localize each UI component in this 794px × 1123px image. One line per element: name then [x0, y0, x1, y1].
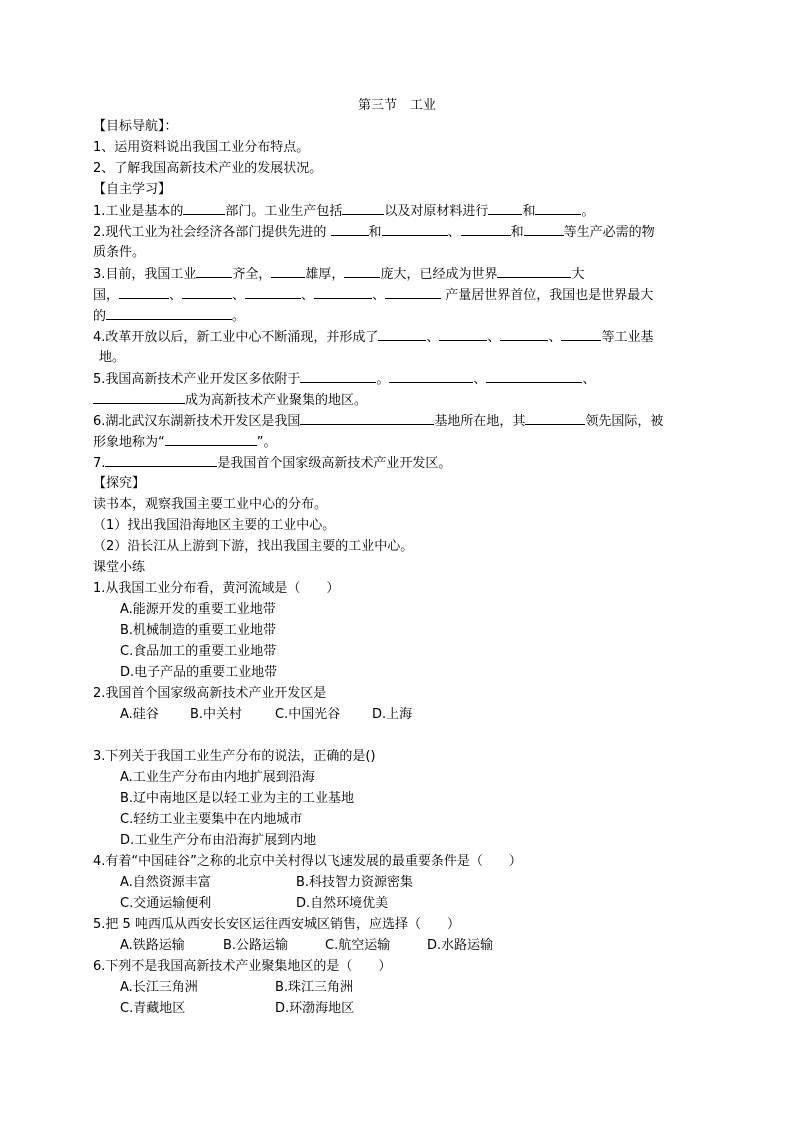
answer-option[interactable]: C.航空运输 [325, 938, 391, 953]
fill-blank[interactable] [525, 412, 585, 425]
study-question-7: 7. 是我国首个国家级高新技术产业开发区。 [93, 456, 452, 471]
explore-line: （2）沿长江从上游到下游，找出我国主要的工业中心。 [93, 539, 414, 554]
fill-blank[interactable] [300, 370, 376, 383]
practice-question-1: 1.从我国工业分布看，黄河流域是（ ） [93, 581, 340, 596]
goal-item: 1、运用资料说出我国工业分布特点。 [93, 140, 310, 155]
study-question-3: 3.目前，我国工业 齐全， 雄厚， 庞大，已经成为世界 大 [93, 267, 585, 282]
fill-blank[interactable] [389, 370, 473, 383]
answer-option-row [120, 706, 412, 723]
answer-option-row [120, 1000, 354, 1017]
fill-blank[interactable] [378, 328, 426, 341]
fill-blank[interactable] [385, 286, 441, 299]
answer-option[interactable]: C.食品加工的重要工业地带 [120, 644, 277, 659]
answer-option[interactable]: A.能源开发的重要工业地带 [120, 602, 276, 617]
answer-option-row [120, 979, 353, 996]
fill-blank[interactable] [382, 223, 448, 236]
fill-blank[interactable] [488, 202, 522, 215]
answer-option-row [120, 937, 493, 954]
practice-question-2: 2.我国首个国家级高新技术产业开发区是 [93, 686, 327, 701]
study-question-3-end: 的 。 [93, 309, 246, 324]
study-question-1: 1.工业是基本的 部门。工业生产包括 以及对原材料进行 和 。 [93, 204, 595, 219]
fill-blank[interactable] [314, 286, 372, 299]
fill-blank[interactable] [500, 328, 548, 341]
fill-blank[interactable] [486, 370, 582, 383]
fill-blank[interactable] [535, 202, 581, 215]
answer-option[interactable]: B.科技智力资源密集 [296, 875, 414, 890]
study-question-6-cont: 形象地称为“ ”。 [93, 435, 277, 450]
answer-option[interactable]: B.公路运输 [223, 938, 289, 953]
study-question-5-cont: 成为高新技术产业聚集的地区。 [93, 391, 367, 409]
answer-option[interactable]: D.工业生产分布由沿海扩展到内地 [120, 833, 317, 848]
study-heading: 【自主学习】 [93, 182, 172, 197]
fill-blank[interactable] [331, 223, 369, 236]
explore-line: 读书本，观察我国主要工业中心的分布。 [93, 497, 328, 512]
answer-option[interactable]: C.交通运输便利 [120, 896, 212, 911]
practice-question-3: 3.下列关于我国工业生产分布的说法，正确的是() [93, 749, 376, 764]
fill-blank[interactable] [93, 391, 185, 404]
study-question-4-cont: 地。 [99, 350, 126, 365]
answer-option[interactable]: B.中关村 [190, 707, 243, 722]
fill-blank[interactable] [183, 202, 225, 215]
answer-option[interactable]: B.机械制造的重要工业地带 [120, 623, 277, 638]
practice-question-5: 5.把 5 吨西瓜从西安长安区运往西安城区销售，应选择（ ） [93, 917, 460, 932]
practice-question-4: 4.有着“中国硅谷”之称的北京中关村得以飞速发展的最重要条件是（ ） [93, 854, 522, 869]
fill-blank[interactable] [245, 286, 301, 299]
practice-question-6: 6.下列不是我国高新技术产业聚集地区的是（ ） [93, 959, 392, 974]
answer-option[interactable]: B.珠江三角洲 [275, 980, 354, 995]
answer-option[interactable]: D.电子产品的重要工业地带 [120, 665, 278, 680]
fill-blank[interactable] [182, 286, 232, 299]
answer-option[interactable]: A.自然资源丰富 [120, 875, 211, 890]
practice-heading: 课堂小练 [93, 560, 146, 575]
study-question-4: 4.改革开放以后，新工业中心不断涌现，并形成了 、 、 、 等工业基 [93, 330, 654, 345]
answer-option-row [120, 895, 388, 912]
answer-option[interactable]: D.环渤海地区 [275, 1001, 355, 1016]
answer-option[interactable]: C.青藏地区 [120, 1001, 186, 1016]
fill-blank[interactable] [271, 265, 305, 278]
goal-item: 2、了解我国高新技术产业的发展状况。 [93, 161, 323, 176]
fill-blank[interactable] [344, 265, 380, 278]
fill-blank[interactable] [561, 328, 601, 341]
fill-blank[interactable] [165, 433, 257, 446]
answer-option[interactable]: A.铁路运输 [120, 938, 185, 953]
fill-blank[interactable] [497, 265, 571, 278]
page-title: 第三节 工业 [357, 98, 436, 113]
fill-blank[interactable] [106, 307, 232, 320]
fill-blank[interactable] [461, 223, 511, 236]
answer-option-row [120, 874, 413, 891]
explore-heading: 【探究】 [93, 476, 146, 491]
goal-heading: 【目标导航】： [93, 119, 178, 134]
study-question-2-cont: 质条件。 [93, 245, 146, 260]
fill-blank[interactable] [439, 328, 487, 341]
fill-blank[interactable] [119, 286, 169, 299]
study-question-5: 5.我国高新技术产业开发区多依附于 。 、 、 [93, 372, 596, 387]
fill-blank[interactable] [196, 265, 232, 278]
explore-line: （1）找出我国沿海地区主要的工业中心。 [93, 518, 336, 533]
fill-blank[interactable] [300, 412, 434, 425]
study-question-3-cont: 国， 、 、 、 、 产量居世界首位，我国也是世界最大 [93, 288, 654, 303]
study-question-2: 2.现代工业为社会经济各部门提供先进的 和 、 和 等生产必需的物 [93, 225, 655, 240]
study-question-6: 6.湖北武汉东湖新技术开发区是我国 基地所在地，其 领先国际，被 [93, 414, 664, 429]
answer-option[interactable]: A.硅谷 [120, 707, 159, 722]
fill-blank[interactable] [524, 223, 564, 236]
answer-option[interactable]: D.自然环境优美 [296, 896, 389, 911]
answer-option[interactable]: D.上海 [372, 707, 413, 722]
fill-blank[interactable] [105, 454, 217, 467]
fill-blank[interactable] [342, 202, 384, 215]
answer-option[interactable]: C.中国光谷 [275, 707, 341, 722]
answer-option[interactable]: C.轻纺工业主要集中在内地城市 [120, 812, 303, 827]
answer-option[interactable]: D.水路运输 [427, 938, 494, 953]
answer-option[interactable]: A.工业生产分布由内地扩展到沿海 [120, 770, 315, 785]
answer-option[interactable]: A.长江三角洲 [120, 980, 198, 995]
answer-option[interactable]: B.辽中南地区是以轻工业为主的工业基地 [120, 791, 355, 806]
